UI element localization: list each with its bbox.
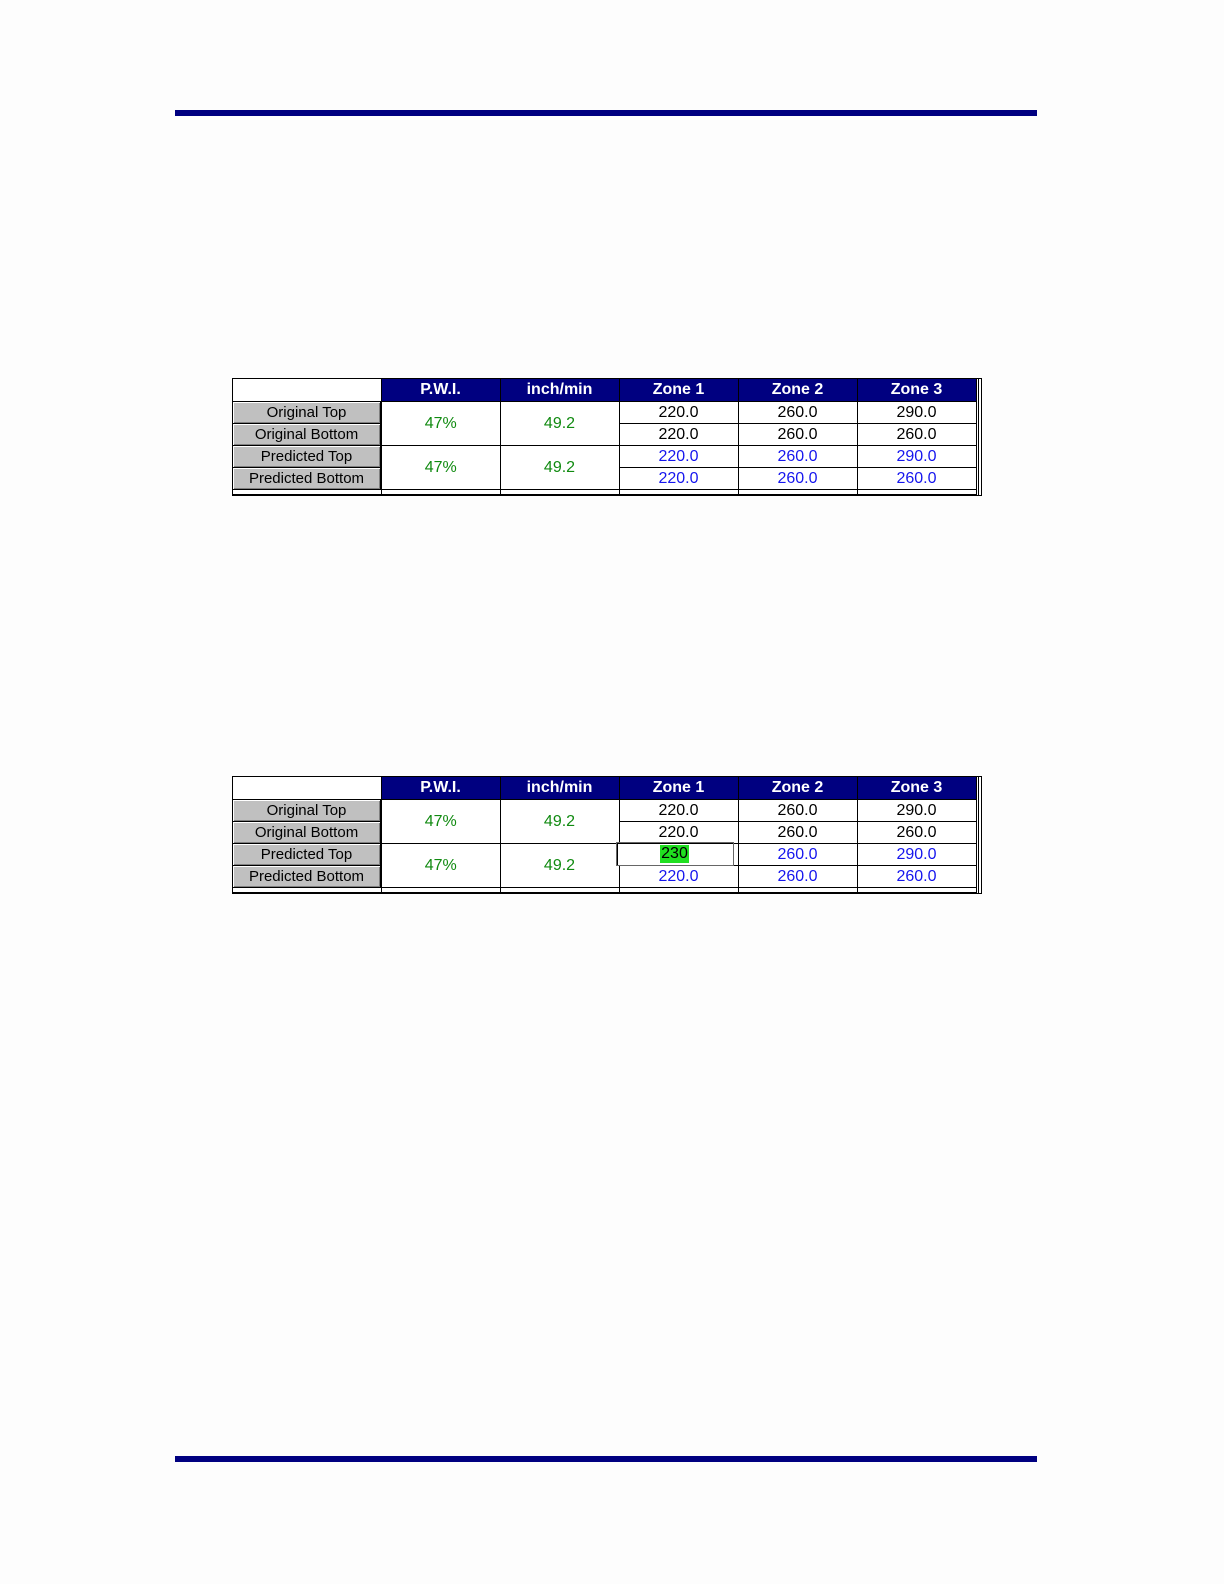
predicted-pwi-cell[interactable]: 47% <box>381 844 500 888</box>
predicted-bottom-zone2-cell[interactable]: 260.0 <box>738 866 857 888</box>
predicted-speed-cell[interactable]: 49.2 <box>500 844 619 888</box>
bottom-rule <box>175 1456 1037 1462</box>
table-row <box>233 800 977 822</box>
predicted-bottom-zone1-cell[interactable]: 220.0 <box>619 468 738 490</box>
predicted-bottom-zone3-cell[interactable]: 260.0 <box>857 468 977 490</box>
table-tail-row <box>233 490 977 495</box>
original-top-zone1-cell[interactable]: 220.0 <box>619 402 738 424</box>
col-header-zone3[interactable]: Zone 3 <box>857 379 977 402</box>
row-header-original-bottom[interactable]: Original Bottom <box>233 822 381 844</box>
cell-edit-selected-text[interactable]: 230 <box>661 845 688 862</box>
header-row <box>233 379 977 402</box>
original-top-zone2-cell[interactable]: 260.0 <box>738 800 857 822</box>
predicted-top-zone3-cell[interactable]: 290.0 <box>857 446 977 468</box>
row-header-original-top[interactable]: Original Top <box>233 800 381 822</box>
original-top-zone3-cell[interactable]: 290.0 <box>857 402 977 424</box>
original-pwi-cell[interactable]: 47% <box>381 800 500 844</box>
original-bottom-zone1-cell[interactable]: 220.0 <box>619 424 738 446</box>
col-header-zone1[interactable]: Zone 1 <box>619 777 738 800</box>
table-row <box>233 446 977 468</box>
original-top-zone1-cell[interactable]: 220.0 <box>619 800 738 822</box>
predicted-top-zone1-cell[interactable] <box>619 844 738 866</box>
predicted-top-zone2-cell[interactable]: 260.0 <box>738 446 857 468</box>
corner-cell <box>233 379 381 402</box>
col-header-zone2[interactable]: Zone 2 <box>738 379 857 402</box>
col-header-speed[interactable]: inch/min <box>500 379 619 402</box>
cell-edit-input[interactable] <box>616 842 734 866</box>
predicted-pwi-cell[interactable]: 47% <box>381 446 500 490</box>
predicted-speed-cell[interactable]: 49.2 <box>500 446 619 490</box>
row-header-predicted-top[interactable]: Predicted Top <box>233 446 381 468</box>
col-header-pwi[interactable]: P.W.I. <box>381 379 500 402</box>
row-header-predicted-top[interactable]: Predicted Top <box>233 844 381 866</box>
zone-table-editing <box>232 776 982 894</box>
col-header-zone1[interactable]: Zone 1 <box>619 379 738 402</box>
header-row <box>233 777 977 800</box>
original-bottom-zone3-cell[interactable]: 260.0 <box>857 424 977 446</box>
original-speed-cell[interactable]: 49.2 <box>500 402 619 446</box>
col-header-zone3[interactable]: Zone 3 <box>857 777 977 800</box>
col-header-zone2[interactable]: Zone 2 <box>738 777 857 800</box>
original-bottom-zone3-cell[interactable]: 260.0 <box>857 822 977 844</box>
predicted-top-zone1-cell[interactable]: 220.0 <box>619 446 738 468</box>
original-bottom-zone2-cell[interactable]: 260.0 <box>738 822 857 844</box>
zone-table-before-edit <box>232 378 982 496</box>
original-top-zone2-cell[interactable]: 260.0 <box>738 402 857 424</box>
predicted-top-zone2-cell[interactable]: 260.0 <box>738 844 857 866</box>
row-header-original-bottom[interactable]: Original Bottom <box>233 424 381 446</box>
table-row <box>233 402 977 424</box>
row-header-original-top[interactable]: Original Top <box>233 402 381 424</box>
col-header-speed[interactable]: inch/min <box>500 777 619 800</box>
original-bottom-zone2-cell[interactable]: 260.0 <box>738 424 857 446</box>
original-bottom-zone1-cell[interactable]: 220.0 <box>619 822 738 844</box>
table-row <box>233 844 977 866</box>
row-header-predicted-bottom[interactable]: Predicted Bottom <box>233 866 381 888</box>
table-tail-row <box>233 888 977 893</box>
original-pwi-cell[interactable]: 47% <box>381 402 500 446</box>
original-top-zone3-cell[interactable]: 290.0 <box>857 800 977 822</box>
col-header-pwi[interactable]: P.W.I. <box>381 777 500 800</box>
predicted-bottom-zone3-cell[interactable]: 260.0 <box>857 866 977 888</box>
row-header-predicted-bottom[interactable]: Predicted Bottom <box>233 468 381 490</box>
original-speed-cell[interactable]: 49.2 <box>500 800 619 844</box>
top-rule <box>175 110 1037 116</box>
predicted-bottom-zone2-cell[interactable]: 260.0 <box>738 468 857 490</box>
predicted-bottom-zone1-cell[interactable]: 220.0 <box>619 866 738 888</box>
predicted-top-zone3-cell[interactable]: 290.0 <box>857 844 977 866</box>
corner-cell <box>233 777 381 800</box>
